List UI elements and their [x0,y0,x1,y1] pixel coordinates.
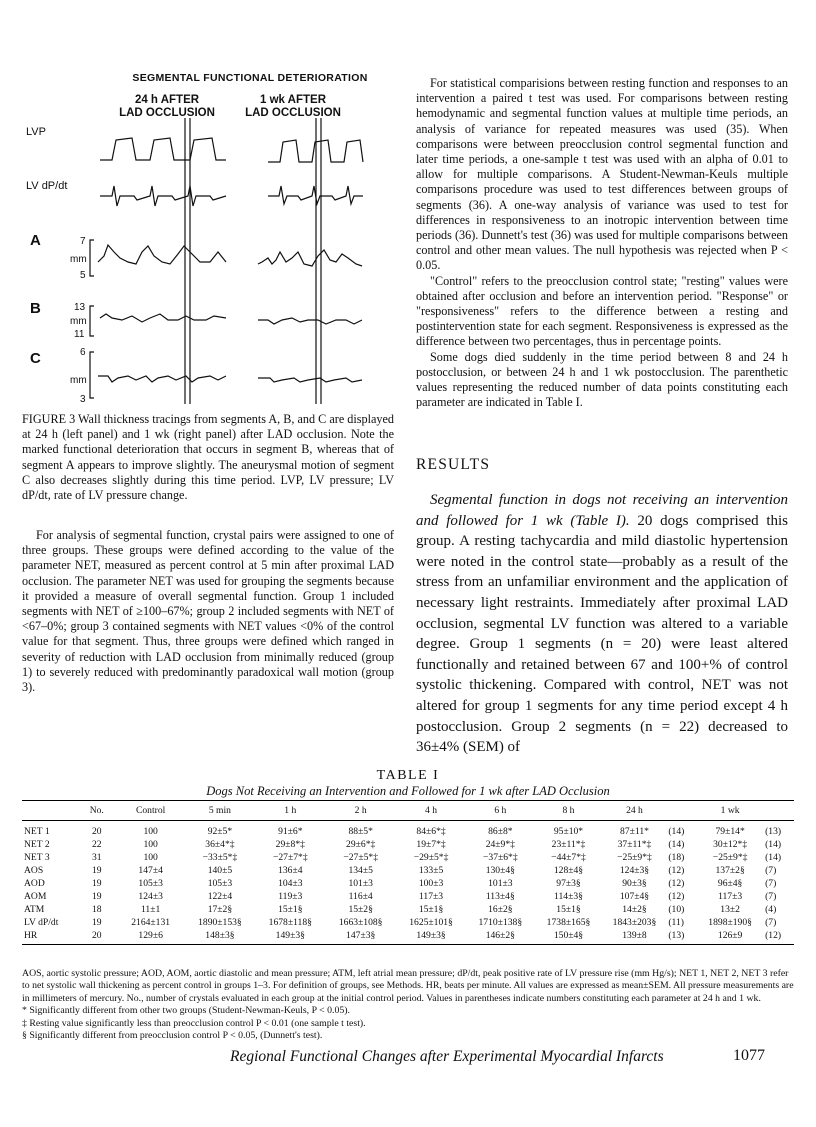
segment-c-trace-left [98,376,226,382]
table-cell: (7) [765,891,777,902]
scale-bracket-c [90,352,94,398]
results-paragraph [416,490,788,758]
figure-title: SEGMENTAL FUNCTIONAL DETERIORATION [132,72,368,84]
table-cell: 19 [91,878,102,889]
table-cell: 97±3§ [556,878,581,889]
table-cell: 79±14* [715,826,745,837]
table-cell: 147±3§ [325,929,395,945]
table-cell: 15±2§ [348,904,373,915]
table-cell: −44±7*‡ [551,852,586,863]
table-cell: 137±2§ [715,865,745,876]
footnote-asterisk: * Significantly different from other two groups (Student-Newman-Keuls, P < 0.05). [22,1005,350,1017]
table-cell: 150±4§ [534,929,602,945]
table-cell: −25±9*‡ [617,852,652,863]
table-row-label: ATM [24,904,45,915]
table-cell: 128±4§ [553,865,584,876]
table-cell: (14) [668,839,685,850]
table-cell: 1678±118§ [268,917,312,928]
table-header-cell: Control [117,801,185,821]
table-cell: 29±6*‡ [346,839,376,850]
table-cell: (18) [668,852,685,863]
table-row-label: AOD [24,878,45,889]
table-cell: 20 [77,929,117,945]
table-cell: 19 [91,891,102,902]
table-row-label: AOS [24,865,44,876]
table-title: TABLE I [376,768,440,783]
table-cell: 149±3§ [396,929,466,945]
right-paragraph-3: Some dogs died suddenly in the time period between 8 and 24 h postocclusion, or between 24 h and 1 wk postocclusion. The parenthetic values representing the reduced number of data points constituting each parameter are indicated in Table I. [416,349,788,410]
table-cell: 134±5 [348,865,373,876]
table-cell: 84±6*‡ [416,826,446,837]
table-cell: −37±6*‡ [482,852,518,863]
segment-c-trace-right [258,378,362,382]
scale-a-bottom: 5 [80,270,86,281]
table-cell: (13) [666,929,697,945]
table-cell: 14±2§ [622,904,647,915]
table-row [22,838,794,851]
table-cell: (12) [668,878,685,889]
segment-a-trace-right [258,250,362,266]
table-cell: 117±3 [418,891,444,902]
table-cell: (12) [668,865,685,876]
table-cell: (14) [765,852,782,863]
table-cell: 22 [91,839,102,850]
table-cell: 130±4§ [485,865,515,876]
table-cell: 113±4§ [485,891,515,902]
table-cell: 86±8* [488,826,513,837]
table-cell: (14) [668,826,685,837]
trace-label-c: C [30,350,41,367]
table-cell: 1738±165§ [546,917,591,928]
table-row [22,851,794,864]
table-cell: 20 [91,826,102,837]
scale-a-top: 7 [80,236,86,247]
table-cell: (12) [668,891,685,902]
table-header-cell: 2 h [325,801,395,821]
table-cell: 95±10* [553,826,584,837]
right-column-text [416,76,788,410]
table-cell: 105±3 [138,878,163,889]
table-cell: 11±1 [140,904,161,915]
table-cell: 107±4§ [619,891,650,902]
table-cell: 24±9*‡ [485,839,515,850]
table-header-cell [666,801,697,821]
table-header-cell: 8 h [534,801,602,821]
segment-b-trace-left [100,314,226,322]
footnote-section-sign: § Significantly different from preocclusion control P < 0.05, (Dunnett's test). [22,1030,323,1042]
table-row-label: NET 2 [24,839,50,850]
results-subheading: Segmental function in dogs not receiving an intervention and followed for 1 wk (Table I). [416,492,788,529]
table-cell: 105±3 [207,878,233,889]
table-cell: 133±5 [418,865,444,876]
trace-label-b: B [30,300,41,317]
table-header-row [22,801,794,821]
right-paragraph-2: "Control" refers to the preocclusion control state; "resting" values were obtained after occlusion and before an intervention period. "Response" or "responsiveness" refers to the difference between a resting and postintervention state for each segment. Responsiveness is expressed as the difference between two percentages, thus in percentage points. [416,273,788,349]
scale-b-unit: mm [70,316,87,327]
table-cell: 147±4 [138,865,163,876]
footnote-double-dagger: ‡ Resting value significantly less than preocclusion control P < 0.01 (one sample t test). [22,1017,366,1029]
left-column-paragraph: For analysis of segmental function, crystal pairs were assigned to one of three groups. These groups were defined according to the value of the parameter NET, measured as percent control at 5 min after proximal LAD occlusion. The parameter NET was used for grouping the segments because it provided a measure of overall segmental function. Group 1 included segments with NET of ≥100–67%; group 2 included segments with NET of <67–0%; group 3 contained segments with NET values <0% of the control value for that segment. Thus, three groups were defined which ranged in severity of reduction with LAD occlusion from minimally reduced (group 1) to severely reduced with predominantly paradoxical wall motion (group 3). [22,528,394,695]
table-row-label: AOM [24,891,47,902]
table-cell: 100 [143,826,158,837]
trace-label-a: A [30,232,41,249]
lvp-trace-left [100,138,226,160]
table-cell: 87±11* [620,826,649,837]
table-cell: 91±6* [278,826,303,837]
data-table [22,800,794,945]
table-cell: 19±7*‡ [416,839,446,850]
table-header-cell: 6 h [466,801,534,821]
scale-b-top: 13 [74,302,86,313]
table-cell: −27±7*‡ [272,852,308,863]
table-header-cell [22,801,77,821]
figure-panel-left-label: 24 h AFTER LAD OCCLUSION [119,94,215,119]
scale-c-bottom: 3 [80,394,86,405]
results-heading: RESULTS [416,456,491,473]
table-row [22,929,794,945]
scale-bracket-a [90,240,94,276]
table-cell: 122±4 [207,891,233,902]
table-cell: (10) [668,904,685,915]
table-header-cell: 1 wk [697,801,763,821]
table-cell: 100 [143,852,158,863]
table-cell: 36±4*‡ [205,839,235,850]
table-cell: −33±5*‡ [202,852,238,863]
table-cell: 16±2§ [488,904,513,915]
table-cell: 1663±108§ [338,917,383,928]
running-title: Regional Functional Changes after Experimental Myocardial Infarcts [230,1048,664,1065]
table-cell: 114±3§ [554,891,583,902]
segment-b-trace-right [258,318,362,324]
table-cell: (13) [765,826,782,837]
table-cell: 18 [91,904,102,915]
table-cell: 124±3§ [619,865,650,876]
table-cell: 116±4 [348,891,373,902]
right-paragraph-1: For statistical comparisions between resting function and responses to an intervention a paired t test was used. For comparisons between resting hemodynamic and segmental function values at multiple time periods, an analysis of variance for repeated measures was used (35). When comparisons were between preocclusion control segmental function and later time periods, a one-sample t test was used with an alpha of 0.01 to allow for multiple comparisons. A Student-Newman-Keuls multiple comparisons procedure was used to test differences between groups of segments (36). A one-way analysis of variance was used to test for differences in responsiveness to an inotropic intervention between time periods (36). Dunnett's test (36) was used for multiple comparisons between control and other mean values. The null hypothesis was rejected when P < 0.05. [416,76,788,273]
table-row-label: NET 3 [24,852,50,863]
table-cell: 136±4 [278,865,303,876]
footnote-abbreviations: AOS, aortic systolic pressure; AOD, AOM, aortic diastolic and mean pressure; ATM, left atrial mean pressure; dP/dt, peak positive rate of LV pressure rise (mm Hg/s); NET 1, NET 2, NET 3 refer to net systolic wall thickening as percent control in groups 1–3. For definition of groups, see Methods. HR, beats per minute. All values are expressed as mean±SEM. All pressure measurements are in millimeters of mercury. No., number of crystals evaluated in each group at the initial control period. Values in parentheses indicate numbers constituting each parameter at 24 h and 1 wk. [22,968,794,1004]
table-cell: −29±5*‡ [413,852,449,863]
scale-c-unit: mm [70,375,87,386]
table-cell: (7) [765,878,777,889]
table-cell: 1710±138§ [478,917,523,928]
segment-a-trace-left [98,245,226,264]
table-header-cell: 4 h [396,801,466,821]
table-cell: 13±2 [720,904,740,915]
table-cell: (7) [765,917,777,928]
table-cell: 2164±131 [131,917,171,928]
table-body [22,821,794,945]
table-cell: 146±2§ [466,929,534,945]
table-cell: 15±1§ [418,904,444,915]
scale-c-top: 6 [80,347,86,358]
table-cell: 148±3§ [185,929,255,945]
table-row [22,821,794,839]
figure-caption: FIGURE 3 Wall thickness tracings from segments A, B, and C are displayed at 24 h (left panel) and 1 wk (right panel) after LAD occlusion. Note the marked functional deterioration that occurs in segment B, whereas that of segment A appears to improve slightly. The aneurysmal motion of segment C also decreases slightly during this time period. LVP, LV pressure; LV dP/dt, rate of LV pressure change. [22,412,394,503]
table-cell: 17±2§ [207,904,233,915]
table-cell: 29±8*‡ [275,839,305,850]
table-cell: 140±5 [207,865,233,876]
table-cell: 23±11*‡ [551,839,586,850]
table-cell: 101±3 [488,878,513,889]
figure-panel-right-label: 1 wk AFTER LAD OCCLUSION [245,94,341,119]
table-header-cell: No. [77,801,117,821]
table-cell: 31 [91,852,102,863]
table-cell: (14) [765,839,782,850]
dpdt-trace-left [100,186,226,206]
table-cell: 15±1§ [278,904,303,915]
table-cell: 90±3§ [622,878,647,889]
table-cell: 117±3 [718,891,743,902]
scale-a-unit: mm [70,254,87,265]
table-cell: 30±12*‡ [713,839,748,850]
table-header-cell: 1 h [255,801,325,821]
trace-label-lvp: LVP [26,126,46,138]
table-header-cell: 24 h [603,801,667,821]
table-cell: −27±5*‡ [343,852,378,863]
table-cell: 19 [91,865,102,876]
table-cell: 96±4§ [717,878,743,889]
table-cell: (4) [765,904,777,915]
table-cell: 88±5* [348,826,373,837]
table-row [22,890,794,903]
table-cell: 104±3 [278,878,303,889]
page-number: 1077 [733,1047,765,1064]
table-cell: 101±3 [348,878,373,889]
table-cell: (11) [668,917,684,928]
table-cell: −25±9*‡ [712,852,748,863]
table-row [22,864,794,877]
table-cell: 119±3 [278,891,303,902]
table-subtitle: Dogs Not Receiving an Intervention and Followed for 1 wk after LAD Occlusion [206,784,610,798]
scale-bracket-b [90,306,94,336]
table-cell: 124±3 [138,891,163,902]
table-cell: 139±8 [603,929,667,945]
table-cell: 37±11*‡ [617,839,652,850]
table-header-cell: 5 min [185,801,255,821]
table-cell: 19 [91,917,102,928]
table-cell: 129±6 [117,929,185,945]
table-row-label: LV dP/dt [24,917,59,928]
table-cell: 1843±203§ [612,917,657,928]
table-row-label: NET 1 [24,826,50,837]
table-cell: 149±3§ [255,929,325,945]
table-cell: 15±1§ [556,904,581,915]
table-cell: 92±5* [207,826,233,837]
table-cell: 100±3 [418,878,444,889]
table-row [22,916,794,929]
table-row [22,877,794,890]
table-header-cell [763,801,794,821]
results-body: 20 dogs comprised this group. A resting tachycardia and mild diastolic hypertension were noted in the control state—probably as a result of the stress from an unfamiliar environment and the application of necessary light restraints. Immediately after proximal LAD occlusion, segmental LV function was altered to a variable degree. Group 1 segments (n = 20) were least altered functionally and retained between 67 and 100+% of control systolic thickening. Compared with control, NET was not altered for group 1 segments for any time period except 4 h postocclusion. Group 2 segments (n = 22) decreased to 36±4% (SEM) of [416,512,789,756]
table-cell: 1625±101§ [409,917,453,928]
trace-label-dpdt: LV dP/dt [26,180,68,192]
table-footnotes [22,968,794,1042]
table-cell: 100 [143,839,158,850]
table-cell: 1890±153§ [198,917,242,928]
table-row [22,903,794,916]
figure-traces [0,0,400,410]
table-cell: 126±9 [697,929,763,945]
table-row-label: HR [22,929,77,945]
scale-b-bottom: 11 [74,329,85,340]
table-cell: 1898±190§ [708,917,752,928]
table-cell: (12) [763,929,794,945]
table-cell: (7) [765,865,777,876]
